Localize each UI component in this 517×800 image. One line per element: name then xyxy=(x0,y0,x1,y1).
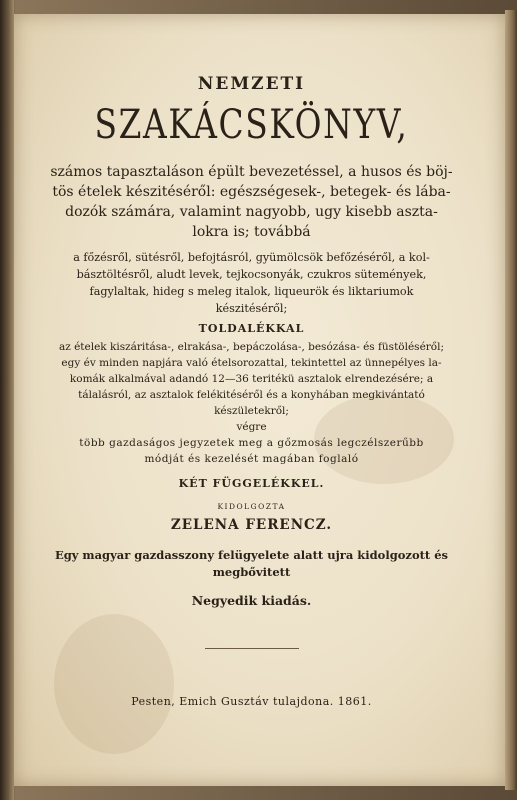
supplement-paragraph xyxy=(34,339,469,467)
supplement-line: több gazdaságos jegyzetek meg a gőzmosás legczélszerűbb xyxy=(79,437,424,449)
main-title: SZAKÁCSKÖNYV, xyxy=(94,102,409,148)
supplement-line: egy év minden napjára való ételsorozattal, tekintettel az ünnepélyes la- xyxy=(61,357,442,369)
supplement-line: tálalásról, az asztalok felékitéséről és a konyhában megkivántató xyxy=(78,389,425,401)
supplement-line: végre xyxy=(236,421,267,433)
book-binding xyxy=(0,0,14,800)
revision-line: Egy magyar gazdasszony felügyelete alatt ujra kidolgozott és xyxy=(54,548,449,562)
imprint-line: Pesten, Emich Gusztáv tulajdona. 1861. xyxy=(131,695,372,708)
divider-rule xyxy=(205,648,299,649)
intro-paragraph xyxy=(34,162,469,242)
supplement-line: komák alkalmával adandó 12—36 teritékü asztalok elrendezésére; a xyxy=(69,373,434,385)
subtitle-nemzeti: NEMZETI xyxy=(197,74,306,94)
supplement-line: az ételek kiszáritása-, elrakása-, bepáczolása-, besózása- és füstöléséről; xyxy=(58,341,445,353)
topics-line: a főzésről, sütésről, befojtásról, gyümölcsök befőzéséről, a kol- xyxy=(73,251,430,264)
kidolgozta-label: KIDOLGOZTA xyxy=(217,502,286,511)
topics-line: készitéséről; xyxy=(215,302,288,315)
toldalekkal-heading: TOLDALÉKKAL xyxy=(198,322,305,335)
ket-fuggelekkel-heading: KÉT FÜGGELÉKKEL. xyxy=(178,477,325,490)
topics-line: fagylaltak, hideg s meleg italok, liqueurök és liktariumok xyxy=(89,285,414,298)
intro-line: dozók számára, valamint nagyobb, ugy kisebb aszta- xyxy=(65,204,438,220)
author-name: ZELENA FERENCZ. xyxy=(170,517,333,533)
intro-line: tös ételek készitéséről: egészségesek-, betegek- és lába- xyxy=(52,184,451,200)
title-page-text xyxy=(34,62,469,708)
edition-label: Negyedik kiadás. xyxy=(191,593,312,608)
supplement-line: készületekről; xyxy=(214,405,289,417)
revision-line: megbővitett xyxy=(212,565,291,579)
page-edges xyxy=(505,10,517,790)
supplement-line: módját és kezelését magában foglaló xyxy=(144,453,359,465)
revision-note xyxy=(34,547,469,581)
intro-line: számos tapasztaláson épült bevezetéssel, a husos és böj- xyxy=(50,164,453,180)
intro-line: lokra is; továbbá xyxy=(192,224,311,240)
topics-line: básztöltésről, aludt levek, tejkocsonyák, czukros sütemények, xyxy=(76,268,427,281)
topics-paragraph xyxy=(34,249,469,317)
